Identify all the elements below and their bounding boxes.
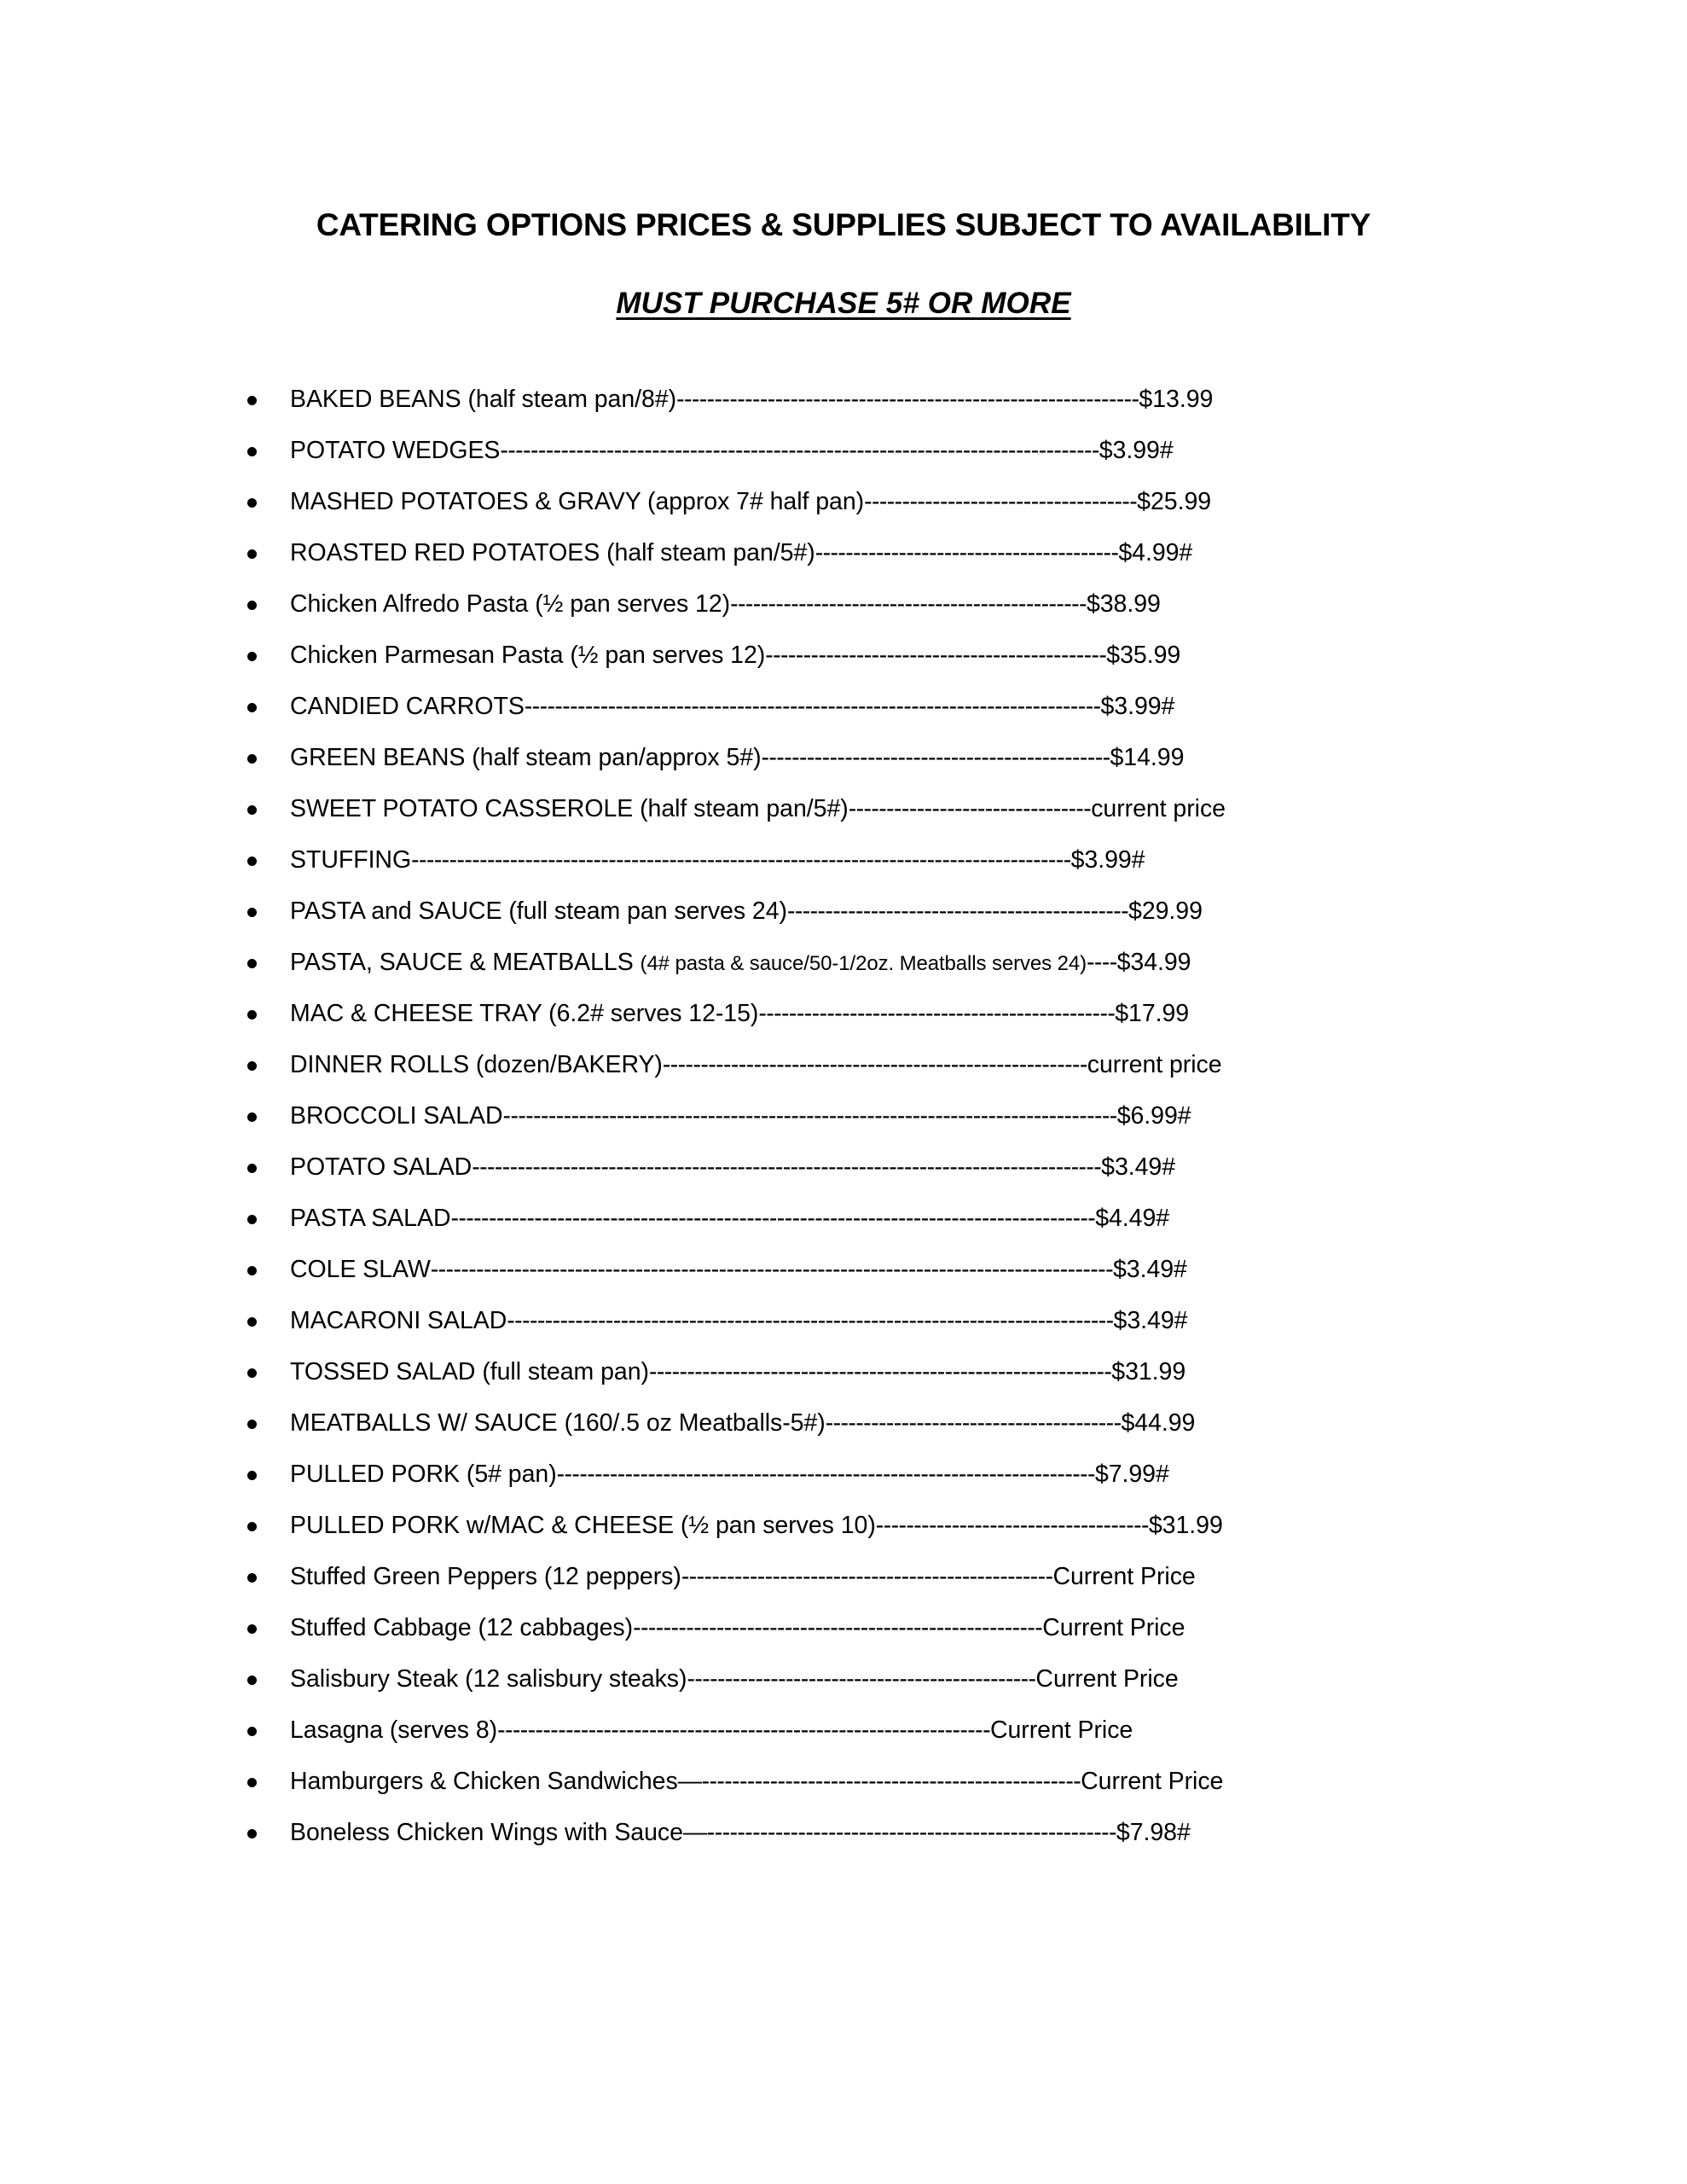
menu-item-price: $4.99#: [1118, 538, 1193, 566]
menu-item-row: [0, 1141, 1687, 1193]
menu-item-row: [0, 732, 1687, 783]
menu-item-price: $6.99#: [1116, 1101, 1191, 1130]
menu-item-row: [0, 1756, 1687, 1807]
menu-item-price: current price: [1091, 794, 1226, 822]
menu-item-row: [0, 937, 1687, 988]
menu-item-price: $3.99#: [1070, 845, 1145, 874]
menu-item-price: $3.99#: [1100, 692, 1175, 720]
catering-menu-list: [0, 321, 1687, 1858]
menu-item-row: [0, 578, 1687, 630]
menu-item-price: $31.99: [1111, 1357, 1186, 1385]
menu-item-row: [0, 886, 1687, 937]
leader-dashes: -----------------------------------------------: [730, 590, 1087, 618]
menu-item-price: $4.49#: [1095, 1204, 1170, 1232]
menu-item-row: [0, 1039, 1687, 1090]
menu-item-row: [0, 1346, 1687, 1397]
leader-dashes: ---------------------------------------------: [765, 641, 1107, 669]
menu-item-content: [290, 681, 1467, 732]
menu-item-name: Chicken Parmesan Pasta (½ pan serves 12): [290, 641, 766, 669]
bullet-icon: [247, 805, 257, 815]
menu-item-content: [290, 527, 1467, 578]
menu-item-content: [290, 937, 1467, 988]
bullet-icon: [247, 1624, 257, 1634]
menu-item-name: POTATO SALAD: [290, 1153, 472, 1181]
menu-item-row: [0, 1295, 1687, 1346]
menu-item-price: $3.49#: [1113, 1306, 1188, 1334]
leader-dashes: -------------------------------------------------: [681, 1562, 1053, 1590]
leader-dashes: -------------------------------------------------------------------------------: [500, 436, 1099, 464]
bullet-icon: [247, 959, 257, 968]
menu-item-row: [0, 1244, 1687, 1295]
bullet-icon: [247, 652, 257, 661]
menu-item-row: [0, 1602, 1687, 1653]
leader-dashes: -----------------------------------------------------------------: [497, 1716, 990, 1744]
menu-item-content: [290, 1705, 1467, 1756]
menu-item-row: [0, 988, 1687, 1039]
menu-item-row: [0, 681, 1687, 732]
menu-item-name: PULLED PORK w/MAC & CHEESE (½ pan serves 10): [290, 1511, 876, 1539]
bullet-icon: [247, 754, 257, 764]
leader-dashes: ------------------------------------: [864, 487, 1138, 515]
menu-item-price: Current Price: [1035, 1664, 1179, 1693]
menu-item-name: Lasagna (serves 8): [290, 1716, 498, 1744]
bullet-icon: [247, 396, 257, 405]
menu-item-row: [0, 527, 1687, 578]
bullet-icon: [247, 1727, 257, 1736]
menu-item-name: Stuffed Green Peppers (12 peppers): [290, 1562, 681, 1590]
bullet-icon: [247, 498, 257, 508]
bullet-icon: [247, 549, 257, 559]
menu-item-row: [0, 1653, 1687, 1705]
page-subtitle: MUST PURCHASE 5# OR MORE: [616, 286, 1071, 320]
leader-dashes: -------------------------------------------------------------: [648, 1357, 1112, 1385]
page-subtitle-container: [0, 244, 1687, 321]
menu-item-price: $3.49#: [1101, 1153, 1176, 1181]
menu-item-content: [290, 374, 1467, 425]
menu-item-content: [290, 834, 1467, 886]
menu-item-content: [290, 732, 1467, 783]
menu-item-name: COLE SLAW: [290, 1255, 431, 1283]
leader-dashes: ----------------------------------------------------------------------------: [524, 692, 1101, 720]
menu-item-name: TOSSED SALAD (full steam pan): [290, 1357, 649, 1385]
leader-dashes: ----------------------------------------: [815, 538, 1119, 566]
menu-item-content: [290, 1346, 1467, 1397]
leader-dashes: -----------------------------------------------------------------------: [556, 1460, 1095, 1488]
menu-item-name: MEATBALLS W/ SAUCE (160/.5 oz Meatballs-5#): [290, 1409, 826, 1437]
menu-item-name: BAKED BEANS (half steam pan/8#): [290, 385, 677, 413]
menu-item-price: $34.99: [1116, 948, 1191, 976]
leader-dashes: —------------------------------------------------------: [682, 1818, 1116, 1846]
leader-dashes: --------------------------------------------------------: [662, 1050, 1087, 1078]
menu-item-row: [0, 1193, 1687, 1244]
leader-dashes: -------------------------------------------------------------------------------------: [450, 1204, 1096, 1232]
menu-item-content: [290, 476, 1467, 527]
menu-item-price: $44.99: [1121, 1409, 1196, 1437]
menu-item-row: [0, 630, 1687, 681]
leader-dashes: ------------------------------------: [875, 1511, 1149, 1539]
bullet-icon: [247, 1010, 257, 1019]
menu-item-price: $25.99: [1137, 487, 1212, 515]
menu-item-row: [0, 783, 1687, 834]
menu-item-row: [0, 1500, 1687, 1551]
bullet-icon: [247, 1317, 257, 1327]
bullet-icon: [247, 1522, 257, 1531]
menu-item-content: [290, 1090, 1467, 1141]
menu-item-content: [290, 1551, 1467, 1602]
menu-item-price: $3.99#: [1099, 436, 1174, 464]
menu-item-row: [0, 1705, 1687, 1756]
bullet-icon: [247, 601, 257, 610]
menu-item-price: $3.49#: [1112, 1255, 1187, 1283]
menu-item-row: [0, 1090, 1687, 1141]
menu-item-price: $31.99: [1148, 1511, 1223, 1539]
menu-item-name: Stuffed Cabbage (12 cabbages): [290, 1613, 634, 1641]
menu-item-content: [290, 1141, 1467, 1193]
menu-item-content: [290, 1039, 1467, 1090]
leader-dashes: --------------------------------------------------------------------------------: [507, 1306, 1114, 1334]
menu-item-price: $14.99: [1110, 743, 1185, 771]
menu-item-content: [290, 1756, 1467, 1807]
menu-item-content: [290, 1500, 1467, 1551]
menu-item-name: MACARONI SALAD: [290, 1306, 507, 1334]
bullet-icon: [247, 1778, 257, 1787]
menu-item-name: PASTA, SAUCE & MEATBALLS (4# pasta & sauce/50-1/2oz. Meatballs serves 24): [290, 948, 1087, 976]
bullet-icon: [247, 1266, 257, 1275]
menu-item-name: Salisbury Steak (12 salisbury steaks): [290, 1664, 687, 1693]
leader-dashes: ----------------------------------------------: [761, 743, 1110, 771]
menu-item-content: [290, 1295, 1467, 1346]
leader-dashes: ------------------------------------------------------------------------------------------: [430, 1255, 1113, 1283]
menu-item-name: PULLED PORK (5# pan): [290, 1460, 557, 1488]
menu-item-content: [290, 1602, 1467, 1653]
leader-dashes: ---------------------------------------------: [786, 897, 1129, 925]
menu-item-content: [290, 1807, 1467, 1858]
menu-item-content: [290, 988, 1467, 1039]
menu-item-row: [0, 374, 1687, 425]
leader-dashes: ----------------------------------------------: [687, 1664, 1036, 1693]
bullet-icon: [247, 1061, 257, 1071]
menu-item-name: MAC & CHEESE TRAY (6.2# serves 12-15): [290, 999, 759, 1027]
menu-item-row: [0, 425, 1687, 476]
menu-item-content: [290, 1193, 1467, 1244]
menu-item-name: Chicken Alfredo Pasta (½ pan serves 12): [290, 590, 731, 618]
bullet-icon: [247, 1215, 257, 1224]
menu-item-row: [0, 834, 1687, 886]
bullet-icon: [247, 1368, 257, 1378]
menu-item-name: Hamburgers & Chicken Sandwiches: [290, 1767, 678, 1795]
menu-item-name: CANDIED CARROTS: [290, 692, 525, 720]
menu-item-name: Boneless Chicken Wings with Sauce: [290, 1818, 683, 1846]
menu-item-content: [290, 630, 1467, 681]
leader-dashes: ------------------------------------------------------: [633, 1613, 1043, 1641]
leader-dashes: ---------------------------------------------------------------------------------------: [411, 845, 1071, 874]
menu-item-name: PASTA and SAUCE (full steam pan serves 24): [290, 897, 787, 925]
menu-item-name: DINNER ROLLS (dozen/BAKERY): [290, 1050, 663, 1078]
bullet-icon: [247, 1676, 257, 1685]
menu-item-content: [290, 886, 1467, 937]
menu-item-content: [290, 1449, 1467, 1500]
menu-item-price: $13.99: [1139, 385, 1214, 413]
menu-item-row: [0, 1449, 1687, 1500]
menu-item-content: [290, 425, 1467, 476]
menu-item-price: Current Price: [1052, 1562, 1196, 1590]
menu-item-name: BROCCOLI SALAD: [290, 1101, 503, 1130]
page-title: CATERING OPTIONS PRICES & SUPPLIES SUBJECT TO AVAILABILITY: [316, 207, 1371, 242]
leader-dashes: --------------------------------: [848, 794, 1092, 822]
leader-dashes: ----: [1087, 948, 1117, 976]
menu-item-price: current price: [1087, 1050, 1222, 1078]
leader-dashes: -------------------------------------------------------------: [676, 385, 1139, 413]
bullet-icon: [247, 908, 257, 917]
menu-item-row: [0, 1807, 1687, 1858]
bullet-icon: [247, 1164, 257, 1173]
menu-item-price: $17.99: [1115, 999, 1190, 1027]
leader-dashes: ---------------------------------------------------------------------------------: [502, 1101, 1117, 1130]
menu-item-price: Current Price: [1042, 1613, 1186, 1641]
menu-item-content: [290, 1244, 1467, 1295]
menu-item-name: GREEN BEANS (half steam pan/approx 5#): [290, 743, 762, 771]
menu-item-content: [290, 578, 1467, 630]
leader-dashes: —--------------------------------------------------: [677, 1767, 1081, 1795]
menu-item-name: PASTA SALAD: [290, 1204, 451, 1232]
menu-item-price: $7.98#: [1116, 1818, 1191, 1846]
leader-dashes: ---------------------------------------: [825, 1409, 1122, 1437]
bullet-icon: [247, 447, 257, 456]
bullet-icon: [247, 1471, 257, 1480]
menu-item-row: [0, 1551, 1687, 1602]
menu-item-row: [0, 476, 1687, 527]
menu-item-name: SWEET POTATO CASSEROLE (half steam pan/5#): [290, 794, 849, 822]
bullet-icon: [247, 1573, 257, 1583]
menu-item-price: $29.99: [1128, 897, 1203, 925]
menu-item-price: $7.99#: [1094, 1460, 1169, 1488]
menu-item-row: [0, 1397, 1687, 1449]
menu-item-price: Current Price: [1081, 1767, 1224, 1795]
menu-item-content: [290, 783, 1467, 834]
leader-dashes: -----------------------------------------------: [758, 999, 1116, 1027]
menu-item-content: [290, 1653, 1467, 1705]
leader-dashes: -----------------------------------------------------------------------------------: [472, 1153, 1102, 1181]
menu-item-price: $35.99: [1106, 641, 1181, 669]
menu-item-name: ROASTED RED POTATOES (half steam pan/5#): [290, 538, 815, 566]
bullet-icon: [247, 1829, 257, 1838]
menu-item-name: POTATO WEDGES: [290, 436, 501, 464]
menu-item-name-detail: (4# pasta & sauce/50-1/2oz. Meatballs serves 24): [640, 951, 1087, 975]
menu-item-content: [290, 1397, 1467, 1449]
menu-item-price: $38.99: [1086, 590, 1161, 618]
menu-item-price: Current Price: [989, 1716, 1133, 1744]
bullet-icon: [247, 857, 257, 866]
bullet-icon: [247, 1420, 257, 1429]
bullet-icon: [247, 703, 257, 712]
menu-item-name: MASHED POTATOES & GRAVY (approx 7# half pan): [290, 487, 865, 515]
bullet-icon: [247, 1112, 257, 1122]
menu-item-name: STUFFING: [290, 845, 412, 874]
